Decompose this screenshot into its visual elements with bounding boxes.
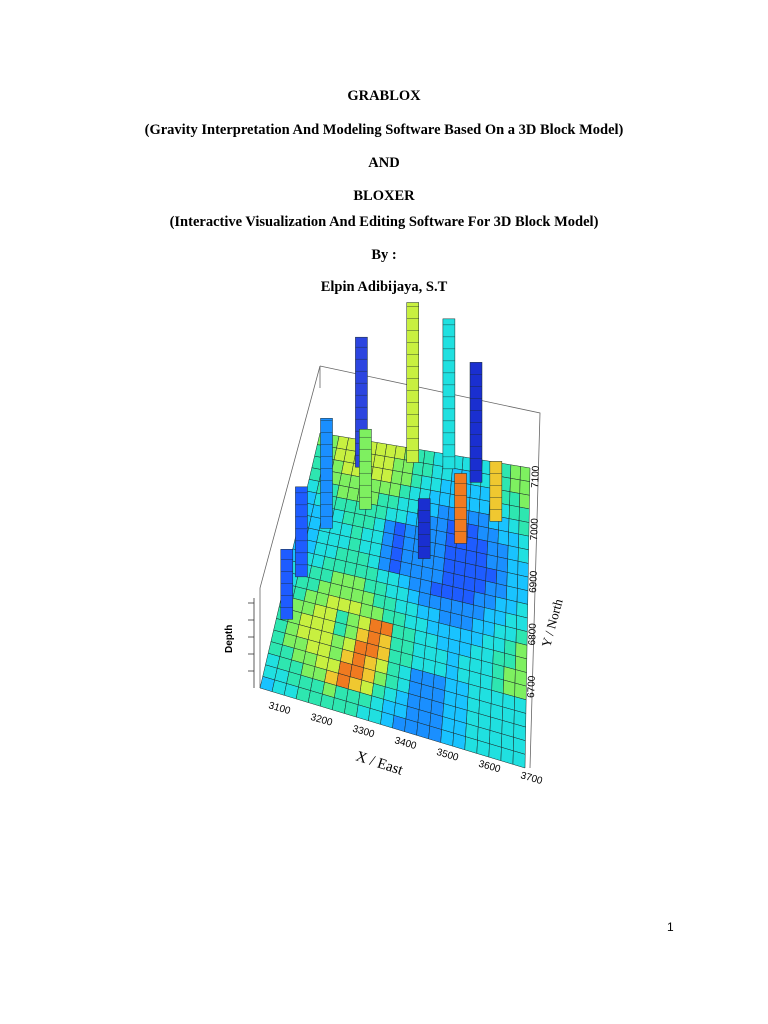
surface-cell (496, 570, 507, 586)
surface-cell (498, 530, 509, 546)
surface-cell (395, 446, 406, 460)
surface-cell (375, 505, 387, 519)
surface-cell (519, 507, 529, 523)
surface-cell (411, 474, 422, 488)
surface-cell (392, 534, 404, 549)
block-column (295, 487, 307, 577)
surface-cell (519, 521, 529, 537)
surface-cell (435, 530, 446, 545)
x-tick-label: 3200 (309, 711, 334, 729)
surface-cell (506, 586, 517, 602)
document-title-2: BLOXER (353, 188, 415, 204)
surface-cell (389, 483, 401, 497)
surface-cell (433, 556, 445, 571)
page-number: 1 (667, 920, 674, 934)
surface-cell (510, 492, 520, 507)
surface-cell (469, 498, 480, 513)
y-axis-label: Y / North (538, 597, 566, 649)
surface-cell (437, 518, 448, 533)
surface-cell (478, 526, 489, 541)
surface-cell (501, 463, 511, 478)
block-column (490, 461, 502, 521)
surface-cell (422, 463, 433, 477)
surface-cell (520, 466, 530, 481)
surface-cell (475, 565, 486, 581)
x-tick-label: 3400 (393, 735, 418, 753)
y-tick-label: 7100 (530, 465, 542, 489)
surface-cell (455, 548, 466, 563)
document-subtitle: (Gravity Interpretation And Modeling Software Based On a 3D Block Model) (144, 122, 624, 138)
x-tick-label: 3600 (477, 758, 502, 776)
surface-cell (432, 465, 443, 479)
document-by-label: By : (371, 247, 397, 263)
y-tick-label: 6700 (526, 675, 538, 699)
surface-cell (517, 575, 528, 591)
surface-cell (399, 485, 411, 499)
surface-cell (466, 537, 477, 552)
surface-cell (433, 452, 444, 466)
block-column (455, 473, 467, 543)
document-title: GRABLOX (347, 88, 421, 104)
surface-cell (379, 481, 391, 495)
document-and: AND (368, 155, 400, 171)
block-column (443, 319, 455, 469)
y-tick-label: 6800 (527, 622, 539, 646)
surface-cell (510, 465, 520, 480)
surface-cell (510, 478, 520, 493)
surface-cell (445, 546, 456, 561)
surface-cell (373, 518, 385, 532)
document-author: Elpin Adibijaya, S.T (320, 279, 448, 295)
block-model-figure (220, 358, 566, 798)
surface-cell (508, 532, 519, 548)
surface-cell (486, 554, 497, 570)
surface-cell (477, 539, 488, 554)
surface-cell (476, 552, 487, 568)
x-tick-label: 3700 (519, 770, 544, 788)
document-subtitle-2: (Interactive Visualization And Editing Software For 3D Block Model) (169, 214, 599, 230)
surface-cell (467, 524, 478, 539)
surface-cell (387, 495, 399, 509)
surface-cell (520, 480, 530, 495)
surface-cell (434, 543, 446, 558)
surface-cell (465, 563, 476, 579)
y-tick-label: 6900 (528, 570, 540, 594)
surface-cell (377, 493, 389, 507)
surface-cell (408, 499, 420, 514)
surface-cell (486, 568, 497, 584)
surface-cell (519, 493, 529, 508)
surface-cell (384, 520, 396, 535)
surface-cell (443, 558, 455, 573)
surface-cell (497, 543, 508, 559)
surface-cell (439, 492, 450, 507)
surface-cell (412, 461, 423, 475)
surface-cell (406, 512, 418, 527)
surface-cell (497, 557, 508, 573)
x-tick-label: 3300 (351, 723, 376, 741)
surface-cell (468, 511, 479, 526)
surface-cell (382, 532, 394, 547)
z-axis-label: Depth (224, 624, 235, 653)
surface-cell (518, 548, 529, 564)
surface-cell (397, 497, 409, 511)
surface-cell (391, 470, 403, 484)
x-tick-label: 3500 (435, 746, 460, 764)
surface-cell (440, 479, 451, 494)
surface-cell (429, 490, 440, 505)
x-axis-label: X / East (353, 748, 405, 779)
surface-cell (507, 559, 518, 575)
surface-cell (403, 537, 415, 552)
surface-cell (424, 451, 435, 465)
surface-cell (393, 458, 404, 472)
surface-cell (478, 513, 489, 528)
surface-cell (401, 472, 412, 486)
surface-cell (430, 478, 441, 493)
surface-cell (518, 561, 529, 577)
block-column (321, 418, 333, 528)
surface-cell (517, 588, 528, 604)
surface-cell (421, 476, 432, 490)
surface-cell (371, 530, 383, 545)
surface-cell (470, 485, 481, 500)
block-column (281, 549, 293, 619)
surface-cell (394, 522, 406, 537)
surface-cell (480, 486, 491, 501)
block-column (418, 499, 430, 559)
surface-cell (509, 505, 519, 520)
surface-cell (438, 505, 449, 520)
block-model-3d-plot (220, 358, 566, 798)
y-tick-label: 7000 (529, 517, 541, 541)
surface-cell (487, 541, 498, 557)
surface-cell (454, 561, 465, 576)
surface-cell (396, 509, 408, 524)
surface-cell (508, 546, 519, 562)
surface-cell (488, 528, 499, 543)
x-tick-label: 3100 (267, 700, 292, 718)
block-model-surface (260, 433, 530, 768)
surface-cell (385, 507, 397, 521)
depth-axis (248, 598, 254, 688)
surface-cell (518, 534, 528, 550)
surface-cell (465, 550, 476, 565)
surface-cell (479, 500, 490, 515)
surface-cell (404, 524, 416, 539)
surface-cell (507, 572, 518, 588)
surface-cell (509, 519, 519, 535)
